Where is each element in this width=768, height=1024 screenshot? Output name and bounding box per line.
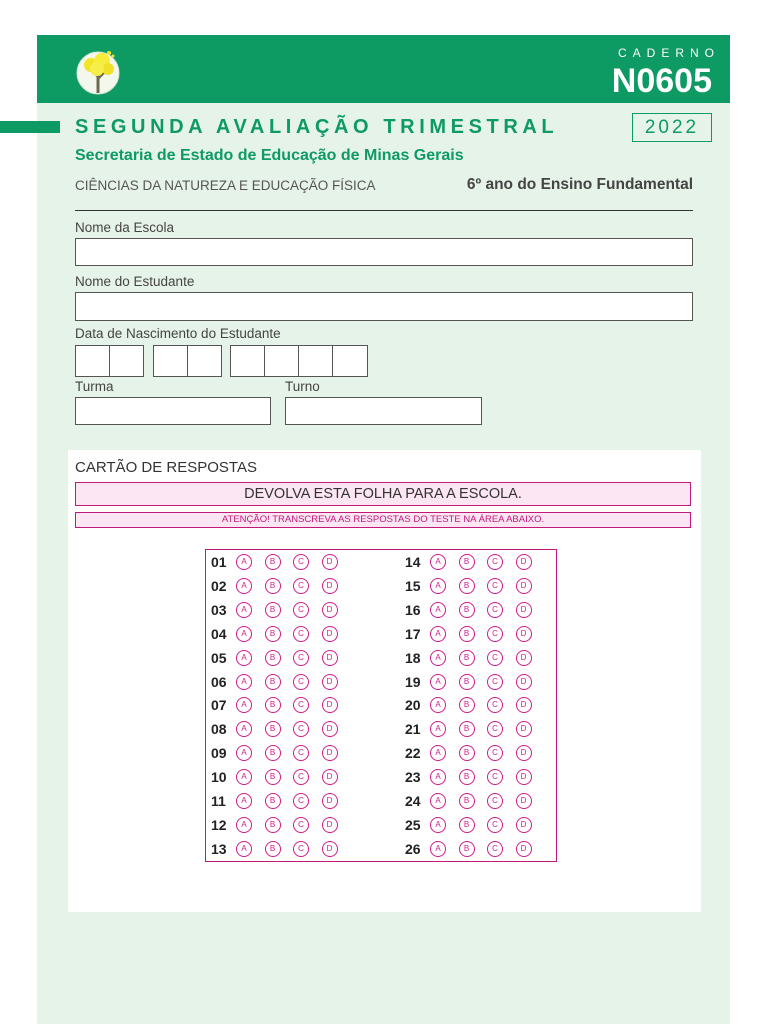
question-number: 18 — [405, 649, 421, 666]
question-number: 13 — [211, 840, 227, 857]
answer-bubble-a[interactable]: A — [236, 697, 252, 713]
answer-bubble-a[interactable]: A — [430, 769, 446, 785]
answer-bubble-a[interactable]: A — [236, 769, 252, 785]
answer-bubble-c[interactable]: C — [487, 745, 503, 761]
question-number: 24 — [405, 793, 421, 809]
answer-bubble-d[interactable]: D — [322, 745, 338, 761]
answer-bubble-b[interactable]: B — [265, 578, 281, 594]
answer-bubble-a[interactable]: A — [430, 602, 446, 618]
question-row — [211, 743, 350, 763]
question-row — [211, 791, 350, 811]
answer-bubble-c[interactable]: C — [293, 721, 309, 737]
question-row — [405, 672, 544, 692]
answer-bubble-b[interactable]: B — [459, 578, 475, 594]
answer-bubble-a[interactable]: A — [430, 554, 446, 570]
question-row — [211, 815, 350, 835]
answer-bubble-b[interactable]: B — [265, 769, 281, 785]
answer-bubble-a[interactable]: A — [236, 745, 252, 761]
answer-bubble-a[interactable]: A — [236, 674, 252, 690]
answer-bubble-b[interactable]: B — [459, 841, 475, 857]
attention-notice: ATENÇÃO! TRANSCREVA AS RESPOSTAS DO TESTE NA ÁREA ABAIXO. — [75, 512, 691, 528]
question-row — [405, 791, 544, 811]
answer-bubble-b[interactable]: B — [459, 674, 475, 690]
answer-bubble-d[interactable]: D — [516, 602, 532, 618]
answer-bubble-c[interactable]: C — [487, 769, 503, 785]
question-number: 02 — [211, 577, 227, 594]
question-row — [211, 552, 350, 572]
question-number: 22 — [405, 745, 421, 762]
question-row — [211, 600, 350, 620]
birthdate-year-cell[interactable] — [230, 345, 265, 377]
answer-bubble-d[interactable]: D — [322, 626, 338, 642]
answer-bubble-a[interactable]: A — [430, 697, 446, 713]
answer-bubble-a[interactable]: A — [236, 626, 252, 642]
answer-bubble-d[interactable]: D — [322, 697, 338, 713]
question-number: 12 — [211, 816, 227, 833]
answer-bubble-b[interactable]: B — [265, 650, 281, 666]
shift-label: Turno — [285, 379, 320, 394]
question-number: 06 — [211, 673, 227, 690]
answer-bubble-c[interactable]: C — [293, 793, 309, 809]
answer-bubble-d[interactable]: D — [322, 602, 338, 618]
answer-bubble-b[interactable]: B — [459, 793, 475, 809]
answer-bubble-b[interactable]: B — [459, 817, 475, 833]
question-row — [405, 767, 544, 787]
question-row — [405, 815, 544, 835]
answer-bubble-d[interactable]: D — [516, 674, 532, 690]
answer-card-title: CARTÃO DE RESPOSTAS — [75, 459, 257, 476]
question-number: 15 — [405, 577, 421, 594]
question-row — [405, 576, 544, 596]
answer-bubble-c[interactable]: C — [293, 817, 309, 833]
question-row — [211, 719, 350, 739]
question-row — [211, 695, 350, 715]
class-field[interactable] — [75, 397, 271, 425]
question-row — [405, 695, 544, 715]
answer-bubble-c[interactable]: C — [293, 674, 309, 690]
answer-bubble-c[interactable]: C — [487, 793, 503, 809]
question-number: 01 — [211, 554, 227, 570]
answer-bubble-c[interactable]: C — [293, 697, 309, 713]
birthdate-label: Data de Nascimento do Estudante — [75, 326, 281, 341]
question-number: 11 — [211, 793, 226, 809]
birthdate-month-cell[interactable] — [187, 345, 222, 377]
question-number: 03 — [211, 601, 227, 618]
birthdate-month-cell[interactable] — [153, 345, 188, 377]
question-number: 07 — [211, 697, 227, 714]
question-row — [405, 719, 544, 739]
question-row — [211, 839, 350, 859]
answer-bubble-d[interactable]: D — [516, 745, 532, 761]
answer-bubble-d[interactable]: D — [516, 650, 532, 666]
answer-bubble-d[interactable]: D — [516, 817, 532, 833]
tree-logo-icon — [75, 47, 121, 95]
answer-bubble-d[interactable]: D — [322, 650, 338, 666]
answer-bubble-c[interactable]: C — [293, 650, 309, 666]
question-row — [211, 767, 350, 787]
question-number: 17 — [405, 625, 421, 642]
birthdate-year-cell[interactable] — [264, 345, 299, 377]
answer-bubble-a[interactable]: A — [236, 817, 252, 833]
answer-bubble-d[interactable]: D — [516, 697, 532, 713]
question-row — [211, 624, 350, 644]
answer-bubble-a[interactable]: A — [430, 817, 446, 833]
answer-bubble-c[interactable]: C — [293, 769, 309, 785]
question-number: 14 — [405, 554, 421, 570]
answer-bubble-a[interactable]: A — [430, 745, 446, 761]
question-row — [211, 672, 350, 692]
answer-bubble-d[interactable]: D — [516, 793, 532, 809]
question-row — [405, 743, 544, 763]
answer-bubble-c[interactable]: C — [293, 602, 309, 618]
return-notice: DEVOLVA ESTA FOLHA PARA A ESCOLA. — [75, 482, 691, 506]
answer-bubble-a[interactable]: A — [236, 721, 252, 737]
caderno-label: CADERNO — [617, 46, 720, 60]
answer-bubble-a[interactable]: A — [236, 578, 252, 594]
question-row — [405, 552, 544, 572]
answer-bubble-d[interactable]: D — [516, 578, 532, 594]
page-title: SEGUNDA AVALIAÇÃO TRIMESTRAL — [75, 116, 559, 138]
answer-bubble-d[interactable]: D — [322, 793, 338, 809]
question-number: 08 — [211, 721, 227, 738]
answer-bubble-a[interactable]: A — [430, 650, 446, 666]
question-number: 25 — [405, 816, 421, 833]
question-number: 23 — [405, 769, 421, 786]
answer-bubble-d[interactable]: D — [516, 841, 532, 857]
school-name-field[interactable] — [75, 238, 693, 266]
answer-bubble-d[interactable]: D — [322, 721, 338, 737]
answer-bubble-c[interactable]: C — [293, 745, 309, 761]
answer-bubble-b[interactable]: B — [265, 602, 281, 618]
answer-bubble-a[interactable]: A — [236, 602, 252, 618]
answer-bubble-b[interactable]: B — [265, 626, 281, 642]
accent-bar — [0, 121, 60, 133]
answer-bubble-a[interactable]: A — [236, 793, 252, 809]
question-number: 10 — [211, 769, 227, 786]
answer-bubble-a[interactable]: A — [430, 841, 446, 857]
answer-bubble-a[interactable]: A — [430, 626, 446, 642]
question-row — [405, 600, 544, 620]
answer-bubble-d[interactable]: D — [322, 841, 338, 857]
question-row — [405, 839, 544, 859]
question-number: 04 — [211, 625, 227, 642]
year-badge: 2022 — [632, 113, 712, 142]
question-number: 20 — [405, 697, 421, 714]
question-row — [211, 576, 350, 596]
shift-field[interactable] — [285, 397, 482, 425]
answer-bubble-b[interactable]: B — [265, 793, 281, 809]
student-name-field[interactable] — [75, 292, 693, 321]
school-name-label: Nome da Escola — [75, 220, 175, 235]
answer-bubble-d[interactable]: D — [516, 769, 532, 785]
answer-bubble-b[interactable]: B — [459, 626, 475, 642]
answer-bubble-a[interactable]: A — [430, 793, 446, 809]
answer-bubble-c[interactable]: C — [487, 817, 503, 833]
secretaria-name: Secretaria de Estado de Educação de Minas Gerais — [75, 147, 464, 164]
answer-bubble-b[interactable]: B — [265, 674, 281, 690]
answer-bubble-b[interactable]: B — [459, 745, 475, 761]
answer-bubble-c[interactable]: C — [293, 626, 309, 642]
student-name-label: Nome do Estudante — [75, 274, 195, 289]
question-row — [211, 648, 350, 668]
question-number: 05 — [211, 649, 227, 666]
class-label: Turma — [75, 379, 114, 394]
question-row — [405, 648, 544, 668]
answer-bubble-a[interactable]: A — [236, 554, 252, 570]
answer-bubble-d[interactable]: D — [322, 578, 338, 594]
answer-bubble-c[interactable]: C — [487, 626, 503, 642]
header-divider — [75, 210, 693, 211]
answer-bubble-c[interactable]: C — [487, 554, 503, 570]
answer-bubble-b[interactable]: B — [459, 769, 475, 785]
answer-bubble-c[interactable]: C — [293, 578, 309, 594]
answer-bubble-d[interactable]: D — [516, 721, 532, 737]
question-number: 21 — [405, 721, 421, 738]
answer-bubble-b[interactable]: B — [265, 554, 281, 570]
answer-bubble-a[interactable]: A — [430, 721, 446, 737]
answer-bubble-b[interactable]: B — [459, 554, 475, 570]
answer-bubble-a[interactable]: A — [430, 578, 446, 594]
question-number: 19 — [405, 673, 421, 690]
answer-bubble-b[interactable]: B — [265, 697, 281, 713]
answer-bubble-d[interactable]: D — [516, 554, 532, 570]
answer-bubble-b[interactable]: B — [459, 650, 475, 666]
answer-bubble-c[interactable]: C — [293, 554, 309, 570]
question-number: 09 — [211, 745, 227, 762]
answer-bubble-b[interactable]: B — [459, 721, 475, 737]
answer-bubble-a[interactable]: A — [236, 841, 252, 857]
question-number: 26 — [405, 840, 421, 857]
answer-bubble-a[interactable]: A — [236, 650, 252, 666]
answer-bubble-c[interactable]: C — [293, 841, 309, 857]
birthdate-day-cell[interactable] — [75, 345, 110, 377]
answer-bubble-c[interactable]: C — [487, 650, 503, 666]
answer-bubble-c[interactable]: C — [487, 721, 503, 737]
answer-bubble-d[interactable]: D — [516, 626, 532, 642]
answer-bubble-c[interactable]: C — [487, 602, 503, 618]
answer-bubble-b[interactable]: B — [265, 721, 281, 737]
answer-bubble-b[interactable]: B — [265, 841, 281, 857]
answer-bubble-c[interactable]: C — [487, 674, 503, 690]
answer-bubble-b[interactable]: B — [459, 697, 475, 713]
answer-bubble-b[interactable]: B — [265, 817, 281, 833]
answer-bubble-c[interactable]: C — [487, 841, 503, 857]
answer-bubble-b[interactable]: B — [459, 602, 475, 618]
answer-bubble-c[interactable]: C — [487, 697, 503, 713]
answer-bubble-c[interactable]: C — [487, 578, 503, 594]
grade-level: 6º ano do Ensino Fundamental — [466, 176, 693, 193]
answer-bubble-d[interactable]: D — [322, 554, 338, 570]
subject-name: CIÊNCIAS DA NATUREZA E EDUCAÇÃO FÍSICA — [75, 178, 376, 193]
question-number: 16 — [405, 601, 421, 618]
question-row — [405, 624, 544, 644]
answer-bubble-a[interactable]: A — [430, 674, 446, 690]
answer-bubble-d[interactable]: D — [322, 817, 338, 833]
answer-bubble-b[interactable]: B — [265, 745, 281, 761]
birthdate-year-cell[interactable] — [332, 345, 368, 377]
birthdate-year-cell[interactable] — [298, 345, 333, 377]
answer-bubble-d[interactable]: D — [322, 769, 338, 785]
answer-bubble-d[interactable]: D — [322, 674, 338, 690]
birthdate-day-cell[interactable] — [109, 345, 144, 377]
caderno-code: N0605 — [611, 62, 712, 100]
